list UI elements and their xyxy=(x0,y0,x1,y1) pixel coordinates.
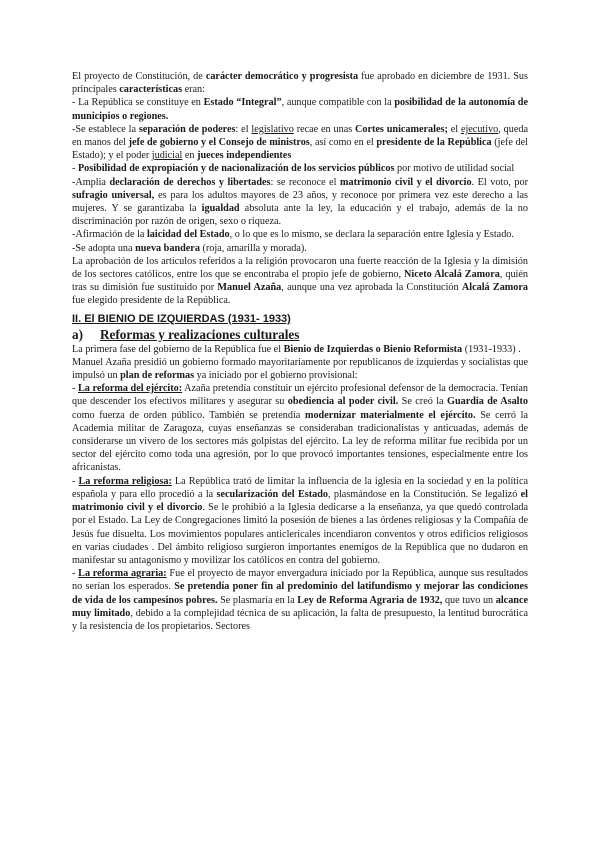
bold-text: Posibilidad de expropiación y de nacionalización de los servicios públicos xyxy=(77,163,395,175)
bold-text: Alcalá Zamora xyxy=(461,282,528,294)
text: . El voto, por xyxy=(471,176,529,188)
text: absoluta ante la ley, la educación y el trabajo, además de la no discriminación por razón de origen, sexo o riqueza. xyxy=(72,203,528,228)
text: El proyecto de Constitución, de xyxy=(72,71,206,82)
paragraph-separacion-poderes xyxy=(72,123,528,163)
text: fue aprobado en diciembre de 1931. Sus principales xyxy=(72,71,528,96)
text: por motivo de utilidad social xyxy=(394,163,515,175)
bold-text: laicidad del Estado xyxy=(146,229,230,241)
paragraph-laicidad xyxy=(72,228,528,241)
text: como fuerza de orden público. También se pretendía xyxy=(72,409,305,421)
text: -Amplia xyxy=(72,176,110,188)
paragraph-reaccion-iglesia xyxy=(72,255,528,308)
text: - La República se constituye en xyxy=(72,97,204,109)
bold-text: características xyxy=(119,84,183,96)
section-heading: II. El BIENIO DE IZQUIERDAS (1931- 1933) xyxy=(72,312,291,325)
text: recae en unas xyxy=(293,123,356,135)
paragraph-bandera xyxy=(72,242,528,255)
paragraph-estado-integral xyxy=(72,96,528,122)
text: Se cerró la Academia militar de Zaragoza, cuyas enseñanzas se consideraban tradicionalistas y anticuadas, además de considerarse un vivero de los sectores más golpistas del ejército. La ley de reforma militar fue recibida por un sector del ejército como toda una agresión, por lo que provocó importantes tensiones, especialmente entre los africanistas. xyxy=(72,409,528,474)
paragraph-reforma-religiosa xyxy=(72,475,528,567)
text: eran: xyxy=(182,84,205,96)
bold-text: Bienio de Izquierdas o Bienio Reformista xyxy=(283,343,463,355)
bold-text: carácter democrático y progresista xyxy=(205,71,359,82)
paragraph-plan-reformas xyxy=(72,356,528,382)
paragraph-reforma-ejercito xyxy=(72,382,528,474)
bold-text: Se pretendía poner fin al predominio del latifundismo y mejorar las condiciones de vida de los campesinos pobres. xyxy=(72,581,529,606)
bold-text: sufragio universal, xyxy=(72,189,155,201)
text: es para los adultos mayores de 23 años, y reconoce por primera vez este derecho a las mujeres. Y se garantizaba la xyxy=(72,189,528,215)
underlined-text: legislativo xyxy=(251,123,294,135)
text: (roja, amarilla y morada). xyxy=(199,242,307,254)
bold-text: secularización del Estado xyxy=(216,488,328,500)
bold-text: jueces independientes xyxy=(197,150,292,162)
text: ya iniciado por el gobierno provisional: xyxy=(194,370,358,382)
bold-text: Ley de Reforma Agraria de 1932, xyxy=(297,594,443,606)
subsection-marker: a) xyxy=(72,326,83,342)
text: fue elegido presidente de la República. xyxy=(72,295,231,307)
bold-underlined-heading: La reforma agraria: xyxy=(78,568,167,580)
document-page xyxy=(72,70,528,633)
text: , o lo que es lo mismo, se declara la separación entre Iglesia y Estado. xyxy=(229,229,514,241)
text: La aprobación de los artículos referidos a la religión provocaron una fuerte reacción de la Iglesia y la dimisión de los sectores católicos, entre los que se encontraba el propio jefe de gobierno, xyxy=(72,255,528,281)
bold-text: declaración de derechos y libertades xyxy=(109,176,271,188)
bold-text: igualdad xyxy=(201,203,240,215)
text: Se plasmaría en la xyxy=(217,594,298,606)
text: en xyxy=(182,150,198,162)
underlined-text: ejecutivo xyxy=(460,123,499,135)
text: , plasmándose en la Constitución. Se legalizó xyxy=(327,488,521,500)
bold-text: nueva bandera xyxy=(135,242,200,254)
bold-text: modernizar materialmente el ejército. xyxy=(304,409,476,421)
bold-text: plan de reformas xyxy=(120,370,195,382)
bold-underlined-heading: La reforma del ejército: xyxy=(78,383,183,395)
text: Fue el proyecto de mayor envergadura iniciado por la República, aunque sus resultados no serían los esperados. xyxy=(72,568,528,593)
bold-text: Guardia de Asalto xyxy=(447,396,529,408)
text: La primera fase del gobierno de la República fue el xyxy=(72,343,284,355)
text: - xyxy=(72,568,79,580)
bold-text: alcance muy limitado xyxy=(72,594,528,619)
text: - xyxy=(72,475,79,487)
text: el xyxy=(447,123,461,135)
text: Se creó la xyxy=(398,396,448,408)
text: : se reconoce el xyxy=(270,176,341,188)
bold-text: Estado “Integral” xyxy=(203,97,282,109)
text: Manuel Azaña presidió un gobierno formado mayoritariamente por republicanos de izquierdas y socialistas que impulsó un xyxy=(72,356,528,382)
bold-text: Manuel Azaña xyxy=(217,282,282,294)
text: -Se adopta una xyxy=(72,242,136,254)
text: (1931-1933) . xyxy=(462,343,521,355)
bold-underlined-heading: La reforma religiosa: xyxy=(78,475,172,487)
text: , debido a la complejidad técnica de su aplicación, la falta de presupuesto, la lentitud burocrática y la resistencia de los propietarios. Sectores xyxy=(72,607,528,632)
text: que tuvo un xyxy=(442,594,496,606)
paragraph-reforma-agraria xyxy=(72,567,528,633)
bold-text: obediencia al poder civil. xyxy=(287,396,399,408)
text: -Se establece la xyxy=(72,123,139,135)
text: , quién tras su dimisión fue sustituido por xyxy=(72,269,528,294)
text: , aunque una vez aprobada la Constitución xyxy=(281,282,462,294)
bold-text: separación de poderes xyxy=(138,123,236,135)
text: , aunque compatible con la xyxy=(281,97,395,109)
bold-text: presidente de la República xyxy=(376,137,492,149)
subsection-heading xyxy=(72,327,528,343)
text: : el xyxy=(235,123,252,135)
bold-text: posibilidad de la autonomía de municipios o regiones. xyxy=(72,97,528,122)
bold-text: Cortes unicamerales; xyxy=(355,123,448,135)
text: . Se le prohibió a la Iglesia dedicarse a la enseñanza, ya que quedó controlada por el Estado. La Ley de Congregaciones limitó la posesión de bienes a las órdenes religiosas y la Compañía de Jesús fue disuelta. Los movimientos populares anticlericales incendiaron conventos y otros edificios religiosos en varias ciudades . Del ámbito religioso surgieron importantes enemigos de la República que no dudaron en manifestar su antagonismo y movilizar los católicos en contra del gobierno. xyxy=(72,502,529,566)
paragraph-derechos-libertades xyxy=(72,176,528,229)
bold-text: matrimonio civil y el divorcio xyxy=(340,176,472,188)
text: - xyxy=(72,163,78,175)
text: , así como en el xyxy=(309,137,377,149)
paragraph-bienio-intro xyxy=(72,343,528,356)
text: (jefe del Estado); y el poder xyxy=(72,137,529,162)
underlined-text: judicial xyxy=(151,150,183,162)
bold-text: el matrimonio civil y el divorcio xyxy=(72,488,528,514)
subsection-title: Reformas y realizaciones culturales xyxy=(100,326,300,342)
text: , queda en manos del xyxy=(72,123,529,149)
bold-text: Niceto Alcalá Zamora xyxy=(404,269,500,281)
text: La República trató de limitar la influencia de la iglesia en la sociedad y en la política española y para ello procedió a la xyxy=(72,475,529,500)
text: Azaña pretendía constituir un ejército profesional defensor de la democracia. Tenían que descender los efectivos militares y asegurar su xyxy=(72,383,528,408)
text: -Afirmación de la xyxy=(72,229,147,241)
text: - xyxy=(72,383,78,395)
paragraph-constitution-intro xyxy=(72,70,528,96)
bold-text: jefe de gobierno y el Consejo de ministros xyxy=(128,137,310,149)
paragraph-expropiacion xyxy=(72,162,528,175)
